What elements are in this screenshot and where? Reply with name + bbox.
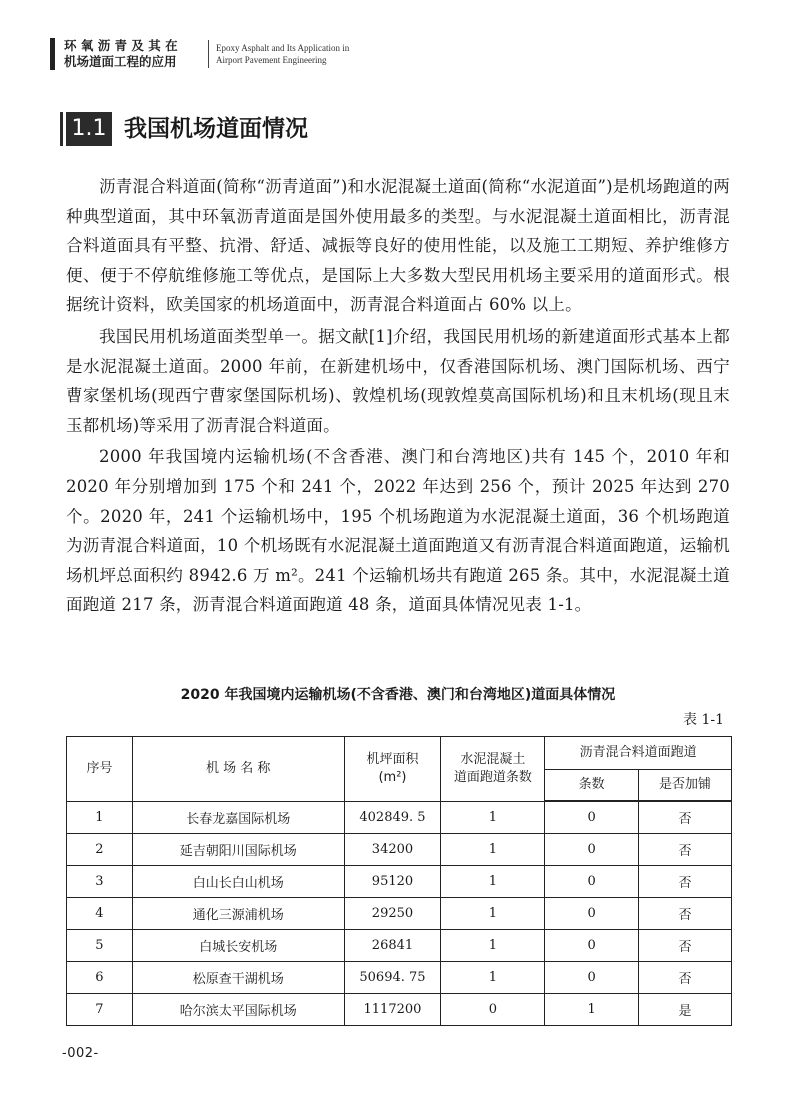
cell-asphalt: 0 [545,834,639,866]
cell-asphalt: 0 [545,898,639,930]
header-area [344,737,441,802]
cell-area: 29250 [344,898,441,930]
cell-seq: 5 [67,930,133,962]
cell-seq: 4 [67,898,133,930]
header-title-en-line1: Epoxy Asphalt and Its Application in [216,43,350,53]
cell-area: 50694. 75 [344,962,441,994]
header-bar [50,38,55,70]
header-area-unit: (m²) [378,769,407,785]
table-title: 2020 年我国境内运输机场(不含香港、澳门和台湾地区)道面具体情况 [180,687,616,703]
cell-overlay: 是 [639,994,732,1026]
header-asphalt-count: 条数 [545,770,639,802]
cell-area: 1117200 [344,994,441,1026]
cell-cement: 1 [441,930,545,962]
cell-overlay: 否 [639,962,732,994]
cell-name: 长春龙嘉国际机场 [132,801,344,834]
header-title-cn-line2: 机场道面工程的应用 [64,54,177,69]
header-divider [208,40,209,68]
cell-overlay: 否 [639,801,732,834]
table-row [67,994,732,1026]
header-title-en-line2: Airport Pavement Engineering [216,55,327,65]
header-cement-line1: 水泥混凝土 [460,751,526,767]
cell-cement: 1 [441,898,545,930]
header-title-en [216,42,416,66]
header-asphalt-overlay: 是否加铺 [639,770,732,802]
cell-asphalt: 0 [545,801,639,834]
body-text [66,172,730,622]
cell-overlay: 否 [639,866,732,898]
table-row [67,898,732,930]
cell-asphalt: 0 [545,866,639,898]
page-number: -002- [62,1046,99,1061]
cell-name: 通化三源浦机场 [132,898,344,930]
cell-seq: 7 [67,994,133,1026]
table-row [67,801,732,834]
cell-name: 白城长安机场 [132,930,344,962]
cell-name: 哈尔滨太平国际机场 [132,994,344,1026]
cell-overlay: 否 [639,898,732,930]
cell-cement: 1 [441,962,545,994]
paragraph: 2000 年我国境内运输机场(不含香港、澳门和台湾地区)共有 145 个，2010 年和 2020 年分别增加到 175 个和 241 个，2022 年达到 256 个，预计 2025 年达到 270 个。2020 年，241 个运输机场中，195 个机场跑道为水泥混凝土道面，36 个机场跑道为沥青混合料道面，10 个机场既有水泥混凝土道面跑道又有沥青混合料道面跑道，运输机场机坪总面积约 8942.6 万 m²。241 个运输机场共有跑道 265 条。其中，水泥混凝土道面跑道 217 条，沥青混合料道面跑道 48 条，道面具体情况见表 1-1。 [66,447,730,615]
cell-seq: 1 [67,801,133,834]
cell-asphalt: 0 [545,962,639,994]
table-row [67,866,732,898]
cell-cement: 1 [441,801,545,834]
cell-seq: 2 [67,834,133,866]
header-title-cn [64,38,202,70]
header-cement-line2: 道面跑道条数 [453,769,532,785]
cell-asphalt: 1 [545,994,639,1026]
header-name: 机 场 名 称 [132,737,344,802]
cell-name: 白山长白山机场 [132,866,344,898]
table-row [67,930,732,962]
header-asphalt-group: 沥青混合料道面跑道 [545,737,732,770]
cell-overlay: 否 [639,834,732,866]
header-cement [441,737,545,802]
table-row [67,962,732,994]
cell-name: 松原查干湖机场 [132,962,344,994]
cell-name: 延吉朝阳川国际机场 [132,834,344,866]
paragraph: 我国民用机场道面类型单一。据文献[1]介绍，我国民用机场的新建道面形式基本上都是水泥混凝土道面。2000 年前，在新建机场中，仅香港国际机场、澳门国际机场、西宁曹家堡机场(现西宁曹家堡国际机场)、敦煌机场(现敦煌莫高国际机场)和且末机场(现且末玉都机场)等采用了沥青混合料道面。 [66,326,730,435]
cell-seq: 3 [67,866,133,898]
cell-area: 95120 [344,866,441,898]
cell-seq: 6 [67,962,133,994]
cell-asphalt: 0 [545,930,639,962]
cell-area: 26841 [344,930,441,962]
cell-cement: 0 [441,994,545,1026]
paragraph: 沥青混合料道面(简称“沥青道面”)和水泥混凝土道面(简称“水泥道面”)是机场跑道的两种典型道面，其中环氧沥青道面是国外使用最多的类型。与水泥混凝土道面相比，沥青混合料道面具有平整、抗滑、舒适、减振等良好的使用性能，以及施工工期短、养护维修方便、便于不停航维修施工等优点，是国际上大多数大型民用机场主要采用的道面形式。根据统计资料，欧美国家的机场道面中，沥青混合料道面占 60% 以上。 [66,177,730,315]
airport-pavement-table [66,736,732,1026]
section-title: 我国机场道面情况 [124,116,308,142]
table-row [67,834,732,866]
table-number: 表 1-1 [683,712,724,728]
cell-cement: 1 [441,834,545,866]
cell-area: 34200 [344,834,441,866]
header-title-cn-line1: 环 氧 沥 青 及 其 在 [64,38,178,53]
section-number: 1.1 [66,112,112,146]
header-area-label: 机坪面积 [366,751,419,767]
cell-area: 402849. 5 [344,801,441,834]
cell-overlay: 否 [639,930,732,962]
header-seq: 序号 [67,737,133,802]
cell-cement: 1 [441,866,545,898]
table-header-row [67,737,732,770]
